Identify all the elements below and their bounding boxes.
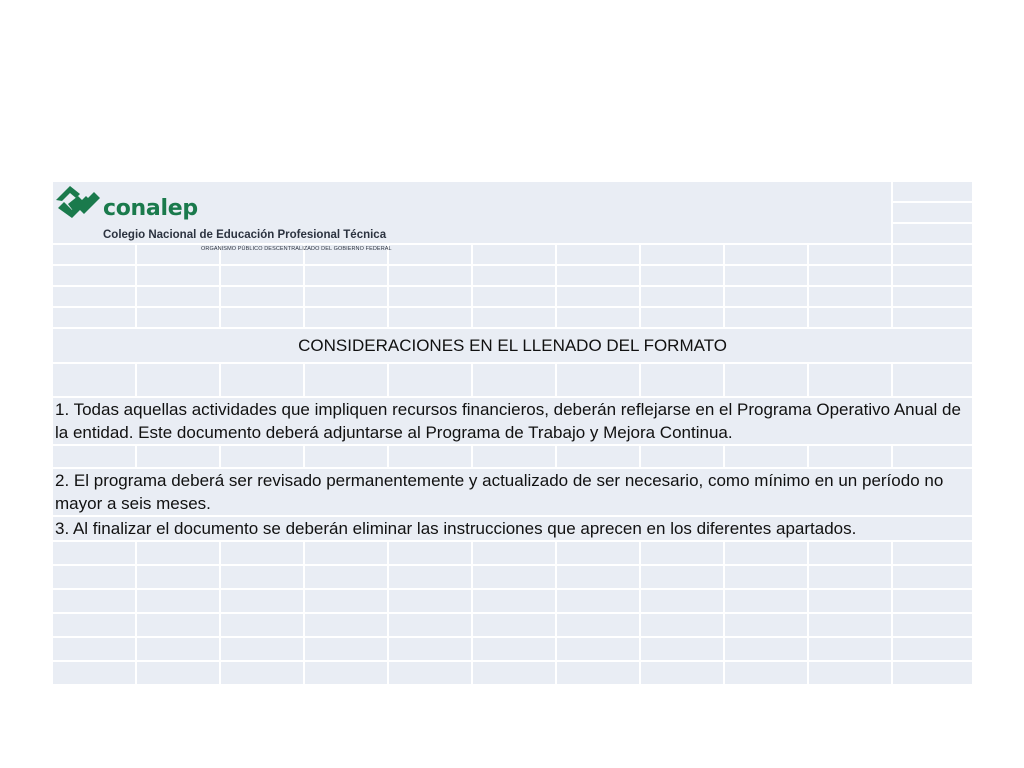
- cell: [388, 565, 472, 589]
- cell: [472, 445, 556, 468]
- instruction-item-2: 2. El programa deberá ser revisado permanentemente y actualizado de ser necesario, como mínimo en un período no mayor a seis meses.: [52, 468, 973, 516]
- cell: [472, 286, 556, 307]
- cell: [640, 445, 724, 468]
- cell: [136, 565, 220, 589]
- cell: [724, 445, 808, 468]
- cell: [556, 613, 640, 637]
- cell: [52, 363, 136, 397]
- cell: [388, 637, 472, 661]
- cell: [556, 589, 640, 613]
- cell: [52, 589, 136, 613]
- cell: [556, 637, 640, 661]
- cell: [52, 445, 136, 468]
- cell: [892, 541, 973, 565]
- cell: [724, 363, 808, 397]
- cell: [892, 589, 973, 613]
- format-title: CONSIDERACIONES EN EL LLENADO DEL FORMATO: [52, 328, 973, 363]
- cell: [724, 244, 808, 265]
- cell: [640, 541, 724, 565]
- cell: [52, 661, 136, 685]
- cell: [808, 363, 892, 397]
- cell: [304, 613, 388, 637]
- cell: [808, 565, 892, 589]
- cell: [472, 265, 556, 286]
- cell: [472, 541, 556, 565]
- cell: [52, 244, 136, 265]
- cell: [808, 661, 892, 685]
- cell: [808, 265, 892, 286]
- cell: [808, 589, 892, 613]
- logo-wordmark: conalep: [103, 196, 198, 221]
- cell: [220, 445, 304, 468]
- cell: [52, 637, 136, 661]
- cell: [472, 565, 556, 589]
- cell: [556, 565, 640, 589]
- cell: [640, 589, 724, 613]
- cell: [724, 565, 808, 589]
- cell: [808, 541, 892, 565]
- cell: [220, 541, 304, 565]
- cell: [892, 637, 973, 661]
- instruction-item-1: 1. Todas aquellas actividades que impliquen recursos financieros, deberán reflejarse en el Programa Operativo Anual de la entidad. Este documento deberá adjuntarse al Programa de Trabajo y Mejora Continua.: [52, 397, 973, 445]
- cell: [388, 661, 472, 685]
- cell: [220, 265, 304, 286]
- cell: [52, 286, 136, 307]
- cell: [724, 286, 808, 307]
- cell: [136, 661, 220, 685]
- cell: [808, 445, 892, 468]
- cell: [304, 445, 388, 468]
- instruction-item-3: 3. Al finalizar el documento se deberán eliminar las instrucciones que aprecen en los diferentes apartados.: [52, 516, 973, 541]
- cell: [52, 307, 136, 328]
- cell: [388, 307, 472, 328]
- cell: [304, 637, 388, 661]
- cell: [388, 363, 472, 397]
- cell: [472, 363, 556, 397]
- spreadsheet-table: [51, 180, 974, 686]
- cell: [388, 541, 472, 565]
- cell: [640, 244, 724, 265]
- cell: [808, 637, 892, 661]
- cell: [724, 265, 808, 286]
- cell: [472, 613, 556, 637]
- cell: [388, 265, 472, 286]
- cell: [388, 445, 472, 468]
- cell: [136, 307, 220, 328]
- cell: [304, 661, 388, 685]
- logo-cell: [52, 181, 892, 252]
- cell: [892, 181, 973, 202]
- cell: [52, 541, 136, 565]
- cell: [640, 363, 724, 397]
- cell: [724, 307, 808, 328]
- cell: [892, 265, 973, 286]
- cell: [556, 265, 640, 286]
- cell: [52, 613, 136, 637]
- cell: [220, 661, 304, 685]
- cell: [892, 286, 973, 307]
- cell: [220, 637, 304, 661]
- cell: [808, 307, 892, 328]
- cell: [472, 661, 556, 685]
- cell: [724, 637, 808, 661]
- cell: [556, 363, 640, 397]
- cell: [136, 445, 220, 468]
- cell: [892, 661, 973, 685]
- cell: [52, 265, 136, 286]
- conalep-emblem-icon: [54, 182, 102, 222]
- cell: [556, 244, 640, 265]
- cell: [724, 613, 808, 637]
- cell: [724, 541, 808, 565]
- cell: [136, 363, 220, 397]
- cell: [892, 307, 973, 328]
- cell: [892, 613, 973, 637]
- cell: [220, 565, 304, 589]
- cell: [136, 265, 220, 286]
- cell: [388, 286, 472, 307]
- cell: [472, 589, 556, 613]
- cell: [304, 589, 388, 613]
- cell: [556, 445, 640, 468]
- cell: [136, 589, 220, 613]
- cell: [892, 223, 973, 244]
- cell: [556, 307, 640, 328]
- cell: [304, 286, 388, 307]
- institution-name: Colegio Nacional de Educación Profesional Técnica: [103, 229, 387, 241]
- cell: [388, 613, 472, 637]
- cell: [220, 307, 304, 328]
- cell: [556, 661, 640, 685]
- cell: [304, 541, 388, 565]
- cell: [808, 244, 892, 265]
- cell: [892, 363, 973, 397]
- cell: [892, 565, 973, 589]
- cell: [304, 307, 388, 328]
- cell: [640, 307, 724, 328]
- cell: [724, 589, 808, 613]
- cell: [808, 286, 892, 307]
- cell: [640, 661, 724, 685]
- cell: [640, 286, 724, 307]
- cell: [220, 589, 304, 613]
- cell: [304, 363, 388, 397]
- cell: [52, 565, 136, 589]
- cell: [640, 265, 724, 286]
- cell: [304, 265, 388, 286]
- cell: [388, 589, 472, 613]
- cell: [892, 445, 973, 468]
- cell: [136, 286, 220, 307]
- cell: [136, 541, 220, 565]
- cell: [640, 637, 724, 661]
- cell: [640, 613, 724, 637]
- institution-subtitle: ORGANISMO PÚBLICO DESCENTRALIZADO DEL GOBIERNO FEDERAL: [201, 246, 392, 252]
- cell: [556, 541, 640, 565]
- cell: [304, 565, 388, 589]
- cell: [892, 202, 973, 223]
- cell: [136, 613, 220, 637]
- conalep-logo: [53, 182, 413, 252]
- cell: [808, 613, 892, 637]
- cell: [724, 661, 808, 685]
- cell: [220, 613, 304, 637]
- cell: [220, 363, 304, 397]
- cell: [556, 286, 640, 307]
- cell: [472, 244, 556, 265]
- cell: [136, 637, 220, 661]
- cell: [472, 637, 556, 661]
- cell: [472, 307, 556, 328]
- cell: [892, 244, 973, 265]
- cell: [388, 244, 472, 265]
- cell: [220, 286, 304, 307]
- cell: [640, 565, 724, 589]
